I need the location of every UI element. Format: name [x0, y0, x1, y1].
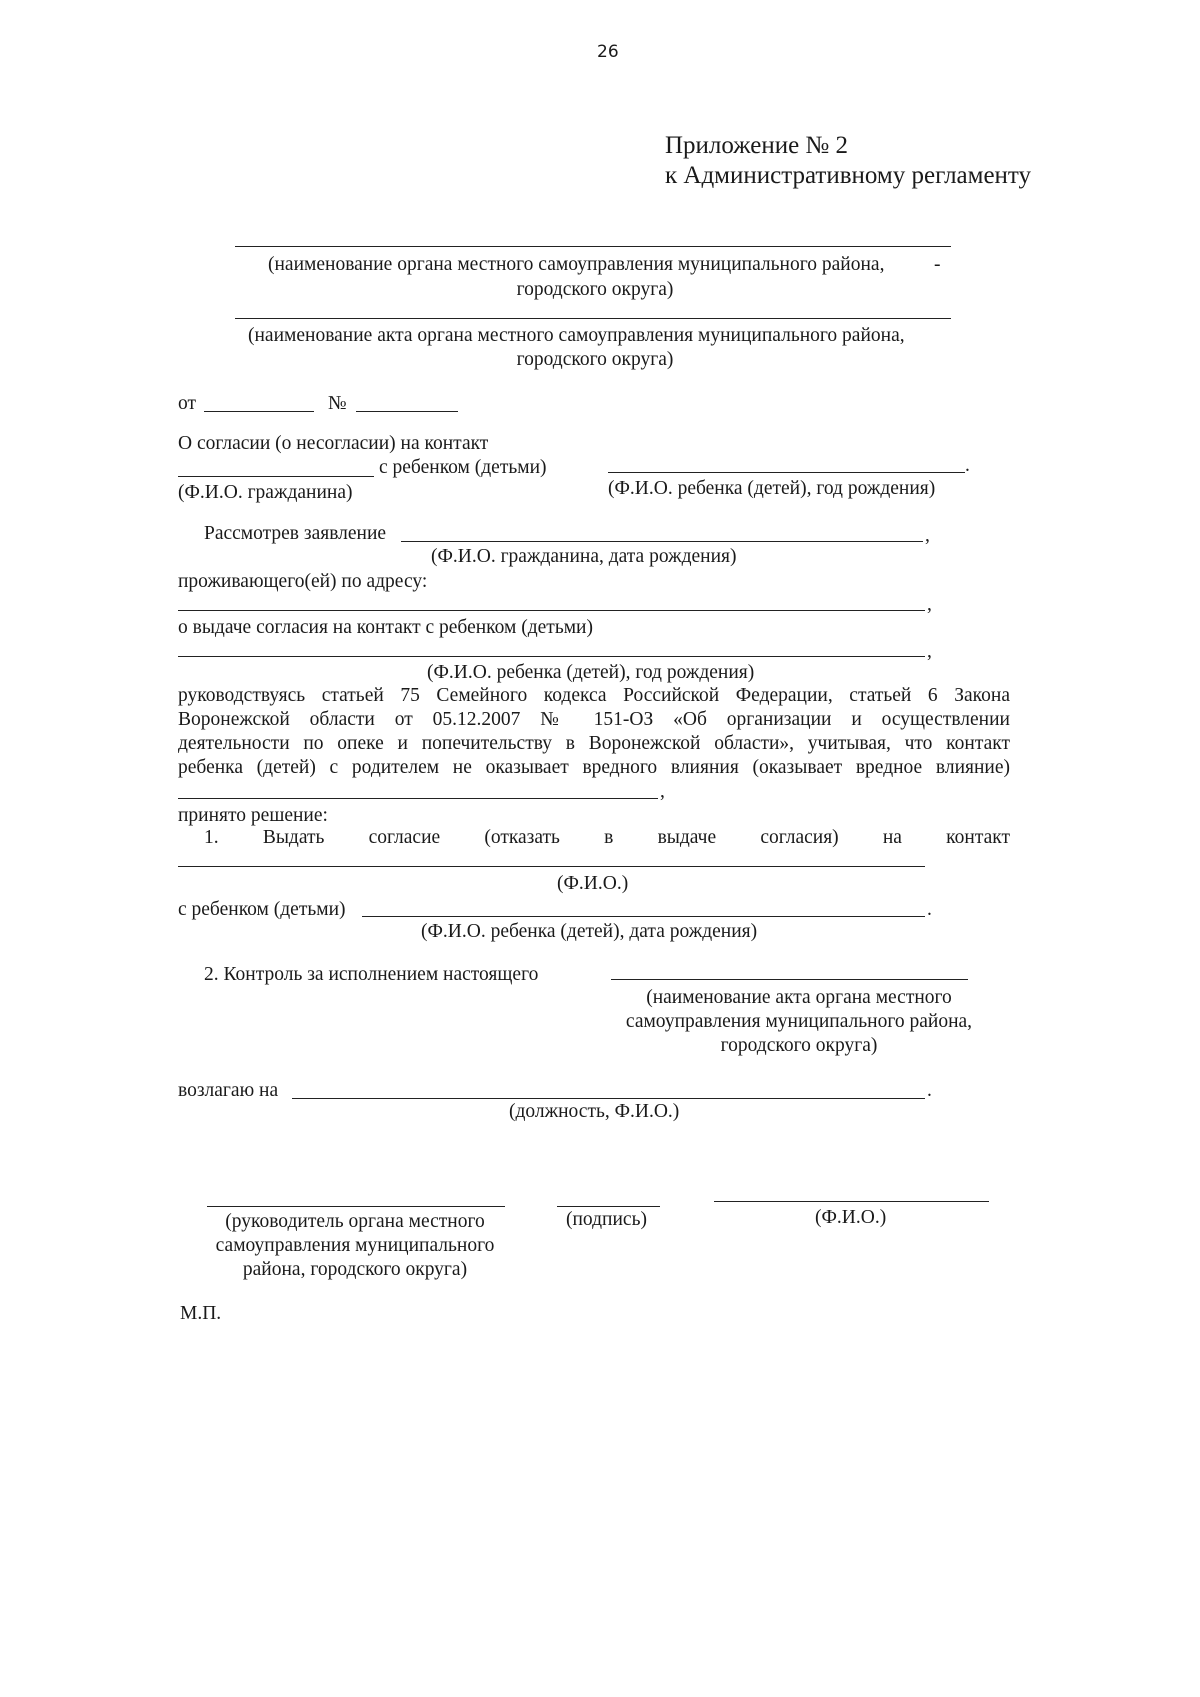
body-name-line — [235, 246, 951, 247]
issuing-child-caption: (Ф.И.О. ребенка (детей), год рождения) — [427, 662, 755, 683]
citizen-name-field[interactable] — [178, 476, 374, 477]
subject-title: О согласии (о несогласии) на контакт — [178, 433, 489, 454]
influence-comma: , — [660, 781, 665, 802]
subject-with-child: с ребенком (детьми) — [379, 457, 547, 478]
fio-caption: (Ф.И.О.) — [815, 1207, 887, 1228]
head-caption-1: (руководитель органа местного — [225, 1211, 485, 1232]
position-caption: (должность, Ф.И.О.) — [509, 1101, 680, 1122]
paragraph-line-1: руководствуясь статьей 75 Семейного кодекса Российской Федерации, статьей 6 Закона — [178, 685, 1010, 706]
number-label: № — [328, 393, 347, 414]
act-name-caption-2: городского округа) — [516, 349, 674, 370]
issuing-label: о выдаче согласия на контакт с ребенком (детьми) — [178, 617, 593, 638]
body-name-caption-2: городского округа) — [516, 279, 674, 300]
decision-with-child: с ребенком (детьми) — [178, 899, 346, 920]
assign-label: возлагаю на — [178, 1080, 279, 1101]
assign-dot: . — [927, 1080, 932, 1101]
act-name-line — [235, 318, 951, 319]
act-name-caption-1: (наименование акта органа местного самоуправления муниципального района, — [248, 325, 905, 346]
considered-label: Рассмотрев заявление — [204, 523, 387, 544]
paragraph-line-3: деятельности по опеке и попечительству в Воронежской области», учитывая, что контакт — [178, 733, 1010, 754]
influence-field[interactable] — [178, 798, 658, 799]
decision-label: принято решение: — [178, 805, 328, 826]
appendix-subtitle: к Административному регламенту — [665, 162, 1032, 189]
item1-word: 1. — [204, 827, 219, 848]
date-field[interactable] — [204, 411, 314, 412]
control-act-caption-1: (наименование акта органа местного — [646, 987, 952, 1008]
fio-signature-line[interactable] — [714, 1201, 989, 1202]
page-number: 26 — [597, 42, 619, 62]
contact-fio-caption: (Ф.И.О.) — [557, 873, 629, 894]
decision-item-1 — [204, 826, 1010, 850]
control-label: 2. Контроль за исполнением настоящего — [204, 964, 539, 985]
issuing-comma: , — [927, 641, 932, 662]
head-caption-2: самоуправления муниципального — [215, 1235, 495, 1256]
signature-line[interactable] — [557, 1206, 660, 1207]
item1-word: согласие — [368, 827, 441, 848]
address-field[interactable] — [178, 610, 925, 611]
date-label: от — [178, 393, 197, 414]
item1-word: в — [604, 827, 614, 848]
issuing-child-field[interactable] — [178, 656, 925, 657]
citizen-caption: (Ф.И.О. гражданина) — [178, 482, 353, 503]
appendix-title: Приложение № 2 — [665, 132, 849, 159]
head-signature-line[interactable] — [207, 1206, 505, 1207]
child-caption: (Ф.И.О. ребенка (детей), год рождения) — [608, 478, 936, 499]
decision-child-field[interactable] — [362, 916, 925, 917]
decision-dot: . — [927, 899, 932, 920]
item1-word: на — [882, 827, 902, 848]
assignee-field[interactable] — [292, 1098, 925, 1099]
address-comma: , — [927, 594, 932, 615]
item1-word: выдаче — [657, 827, 717, 848]
decision-child-caption: (Ф.И.О. ребенка (детей), дата рождения) — [421, 921, 758, 942]
considered-comma: , — [925, 525, 930, 546]
child-name-field[interactable] — [608, 472, 965, 473]
control-act-field[interactable] — [611, 979, 968, 980]
signature-caption: (подпись) — [566, 1209, 647, 1230]
residing-label: проживающего(ей) по адресу: — [178, 571, 428, 592]
control-act-caption-3: городского округа) — [720, 1035, 878, 1056]
applicant-caption: (Ф.И.О. гражданина, дата рождения) — [431, 546, 737, 567]
applicant-field[interactable] — [401, 541, 923, 542]
item1-word: согласия) — [760, 827, 839, 848]
paragraph-line-4: ребенка (детей) с родителем не оказывает вредного влияния (оказывает вредное влияние) — [178, 757, 1010, 778]
control-act-caption-2: самоуправления муниципального района, — [625, 1011, 973, 1032]
item1-word: (отказать — [484, 827, 560, 848]
item1-word: Выдать — [262, 827, 325, 848]
paragraph-line-2: Воронежской области от 05.12.2007 № 151-ОЗ «Об организации и осуществлении — [178, 709, 1010, 730]
head-caption-3: района, городского округа) — [242, 1259, 468, 1280]
seal-place: М.П. — [180, 1303, 222, 1324]
contact-fio-field[interactable] — [178, 866, 925, 867]
body-name-caption-1: (наименование органа местного самоуправления муниципального района, — [268, 254, 885, 275]
item1-word: контакт — [946, 827, 1010, 848]
number-field[interactable] — [356, 411, 458, 412]
subject-dot: . — [965, 455, 970, 476]
caption-dash: - — [934, 254, 941, 275]
